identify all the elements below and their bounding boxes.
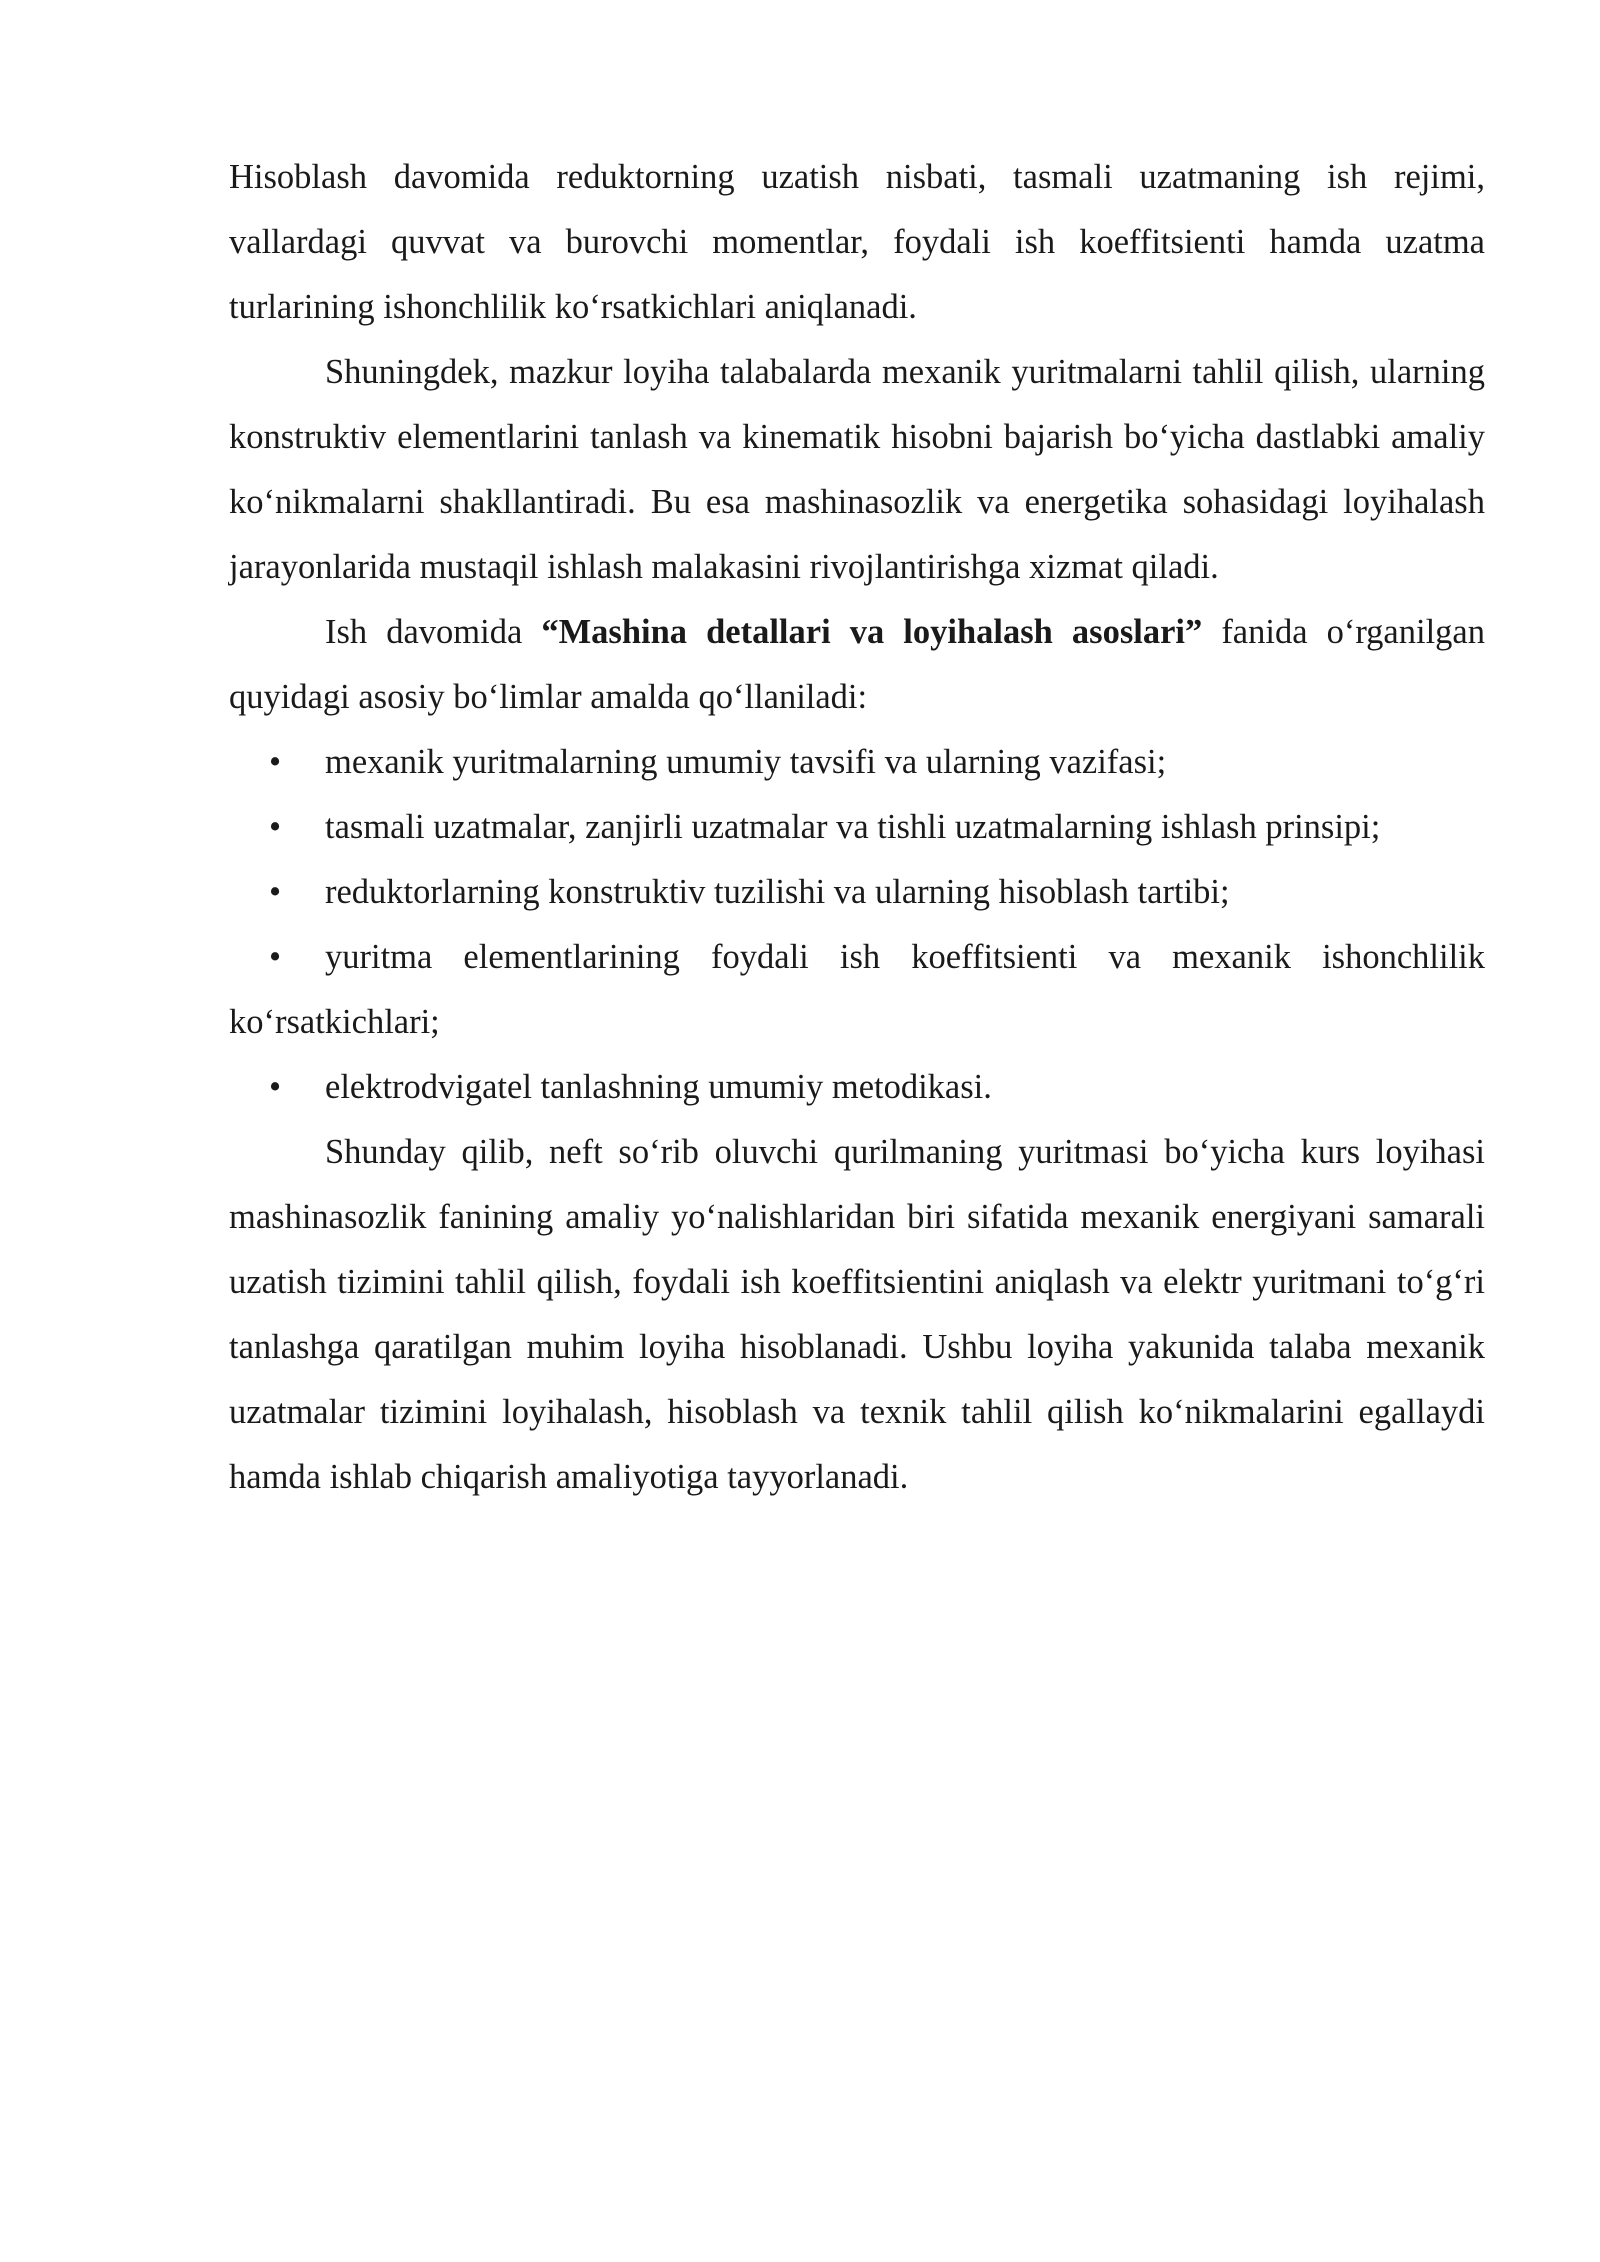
paragraph-intro: Hisoblash davomida reduktorning uzatish nisbati, tasmali uzatmaning ish rejimi, vallardagi quvvat va burovchi momentlar, foydali ish koeffitsienti hamda uzatma turlarining ishonchlilik ko‘rsatkichlari aniqlanadi.	[229, 158, 1485, 326]
paragraph-conclusion: Shunday qilib, neft so‘rib oluvchi qurilmaning yuritmasi bo‘yicha kurs loyihasi mashinasozlik fanining amaliy yo‘nalishlaridan biri sifatida mexanik energiyani samarali uzatish tizimini tahlil qilish, foydali ish koeffitsientini aniqlash va elektr yuritmani to‘g‘ri tanlashga qaratilgan muhim loyiha hisoblanadi. Ushbu loyiha yakunida talaba mexanik uzatmalar tizimini loyihalash, hisoblash va texnik tahlil qilish ko‘nikmalarini egallaydi hamda ishlab chiqarish amaliyotiga tayyorlanadi.	[229, 1133, 1485, 1496]
paragraph-sections-intro-before: Ish davomida	[325, 613, 542, 651]
bullet-icon: •	[268, 808, 282, 846]
list-item-text: yuritma elementlarining foydali ish koeffitsienti va mexanik ishonchlilik ko‘rsatkichlari;	[229, 938, 1485, 1041]
sections-list	[229, 730, 1485, 1120]
list-item	[229, 730, 1485, 795]
list-item-text: elektrodvigatel tanlashning umumiy metodikasi.	[325, 1068, 992, 1106]
list-item	[229, 860, 1485, 925]
list-item	[229, 925, 1485, 1055]
bullet-icon: •	[268, 873, 282, 911]
course-title: “Mashina detallari va loyihalash asoslari”	[541, 613, 1203, 651]
paragraph-sections-intro	[229, 600, 1485, 730]
bullet-icon: •	[268, 1068, 282, 1106]
bullet-icon: •	[268, 938, 282, 976]
list-item-text: reduktorlarning konstruktiv tuzilishi va ularning hisoblash tartibi;	[325, 873, 1230, 911]
paragraph-skills: Shuningdek, mazkur loyiha talabalarda mexanik yuritmalarni tahlil qilish, ularning konstruktiv elementlarini tanlash va kinematik hisobni bajarish bo‘yicha dastlabki amaliy ko‘nikmalarni shakllantiradi. Bu esa mashinasozlik va energetika sohasidagi loyihalash jarayonlarida mustaqil ishlash malakasini rivojlantirishga xizmat qiladi.	[229, 353, 1485, 586]
paragraph-sections-intro-after: fanida o‘rganilgan quyidagi asosiy bo‘limlar amalda qo‘llaniladi:	[229, 613, 1485, 716]
list-item-text: tasmali uzatmalar, zanjirli uzatmalar va tishli uzatmalarning ishlash prinsipi;	[325, 808, 1381, 846]
bullet-icon: •	[268, 743, 282, 781]
list-item	[229, 795, 1485, 860]
document-page	[229, 145, 1485, 1510]
list-item-text: mexanik yuritmalarning umumiy tavsifi va ularning vazifasi;	[325, 743, 1167, 781]
list-item	[229, 1055, 1485, 1120]
